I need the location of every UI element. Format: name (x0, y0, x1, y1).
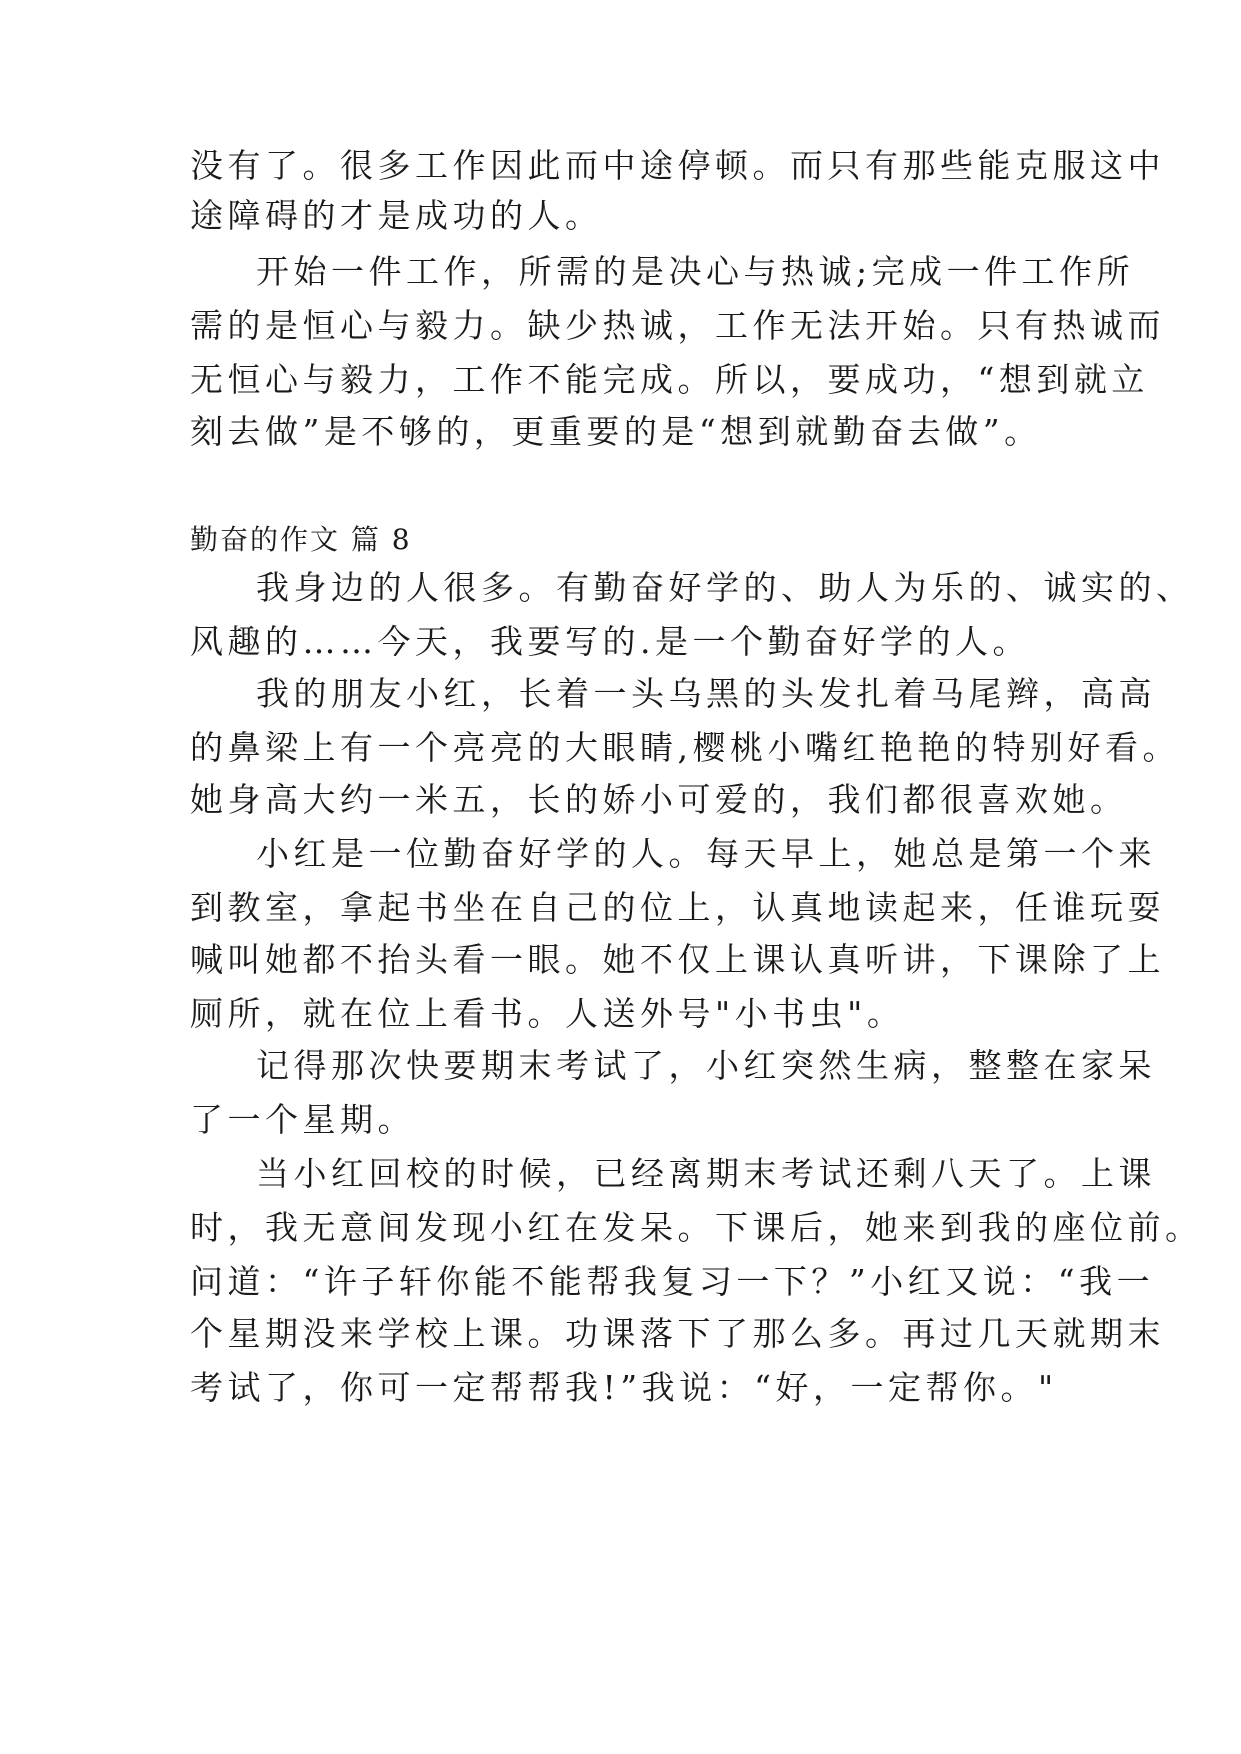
text-line: 的鼻梁上有一个亮亮的大眼睛,樱桃小嘴红艳艳的特别好看。 (190, 728, 1180, 767)
paragraph-start: 我身边的人很多。有勤奋好学的、助人为乐的、诚实的、 (256, 568, 1194, 607)
text-line: 问道：“许子轩你能不能帮我复习一下？”小红又说：“我一 (190, 1262, 1155, 1301)
text-line: 没有了。很多工作因此而中途停顿。而只有那些能克服这中 (190, 146, 1165, 185)
text-line: 途障碍的才是成功的人。 (190, 196, 603, 235)
text-line: 刻去做”是不够的，更重要的是“想到就勤奋去做”。 (190, 412, 1042, 451)
paragraph-start: 小红是一位勤奋好学的人。每天早上，她总是第一个来 (256, 834, 1156, 873)
section-heading: 勤奋的作文 篇 8 (190, 523, 412, 556)
document-page (190, 0, 1203, 1754)
paragraph-start: 记得那次快要期末考试了，小红突然生病，整整在家呆 (256, 1046, 1156, 1085)
text-line: 时，我无意间发现小红在发呆。下课后，她来到我的座位前。 (190, 1208, 1203, 1247)
text-line: 无恒心与毅力，工作不能完成。所以，要成功，“想到就立 (190, 360, 1149, 399)
text-line: 她身高大约一米五，长的娇小可爱的，我们都很喜欢她。 (190, 780, 1128, 819)
paragraph-start: 开始一件工作，所需的是决心与热诚;完成一件工作所 (256, 252, 1135, 291)
text-line: 了一个星期。 (190, 1100, 415, 1139)
text-line: 需的是恒心与毅力。缺少热诚，工作无法开始。只有热诚而 (190, 306, 1165, 345)
text-line: 到教室，拿起书坐在自己的位上，认真地读起来，任谁玩耍 (190, 888, 1165, 927)
text-line: 厕所，就在位上看书。人送外号"小书虫"。 (190, 994, 905, 1033)
paragraph-start: 我的朋友小红，长着一头乌黑的头发扎着马尾辫，高高 (256, 674, 1156, 713)
text-line: 个星期没来学校上课。功课落下了那么多。再过几天就期末 (190, 1314, 1165, 1353)
text-line: 风趣的……今天，我要写的.是一个勤奋好学的人。 (190, 622, 1030, 661)
text-line: 考试了，你可一定帮帮我!”我说：“好，一定帮你。" (190, 1368, 1058, 1407)
text-line: 喊叫她都不抬头看一眼。她不仅上课认真听讲，下课除了上 (190, 940, 1165, 979)
paragraph-start: 当小红回校的时候，已经离期末考试还剩八天了。上课 (256, 1154, 1156, 1193)
